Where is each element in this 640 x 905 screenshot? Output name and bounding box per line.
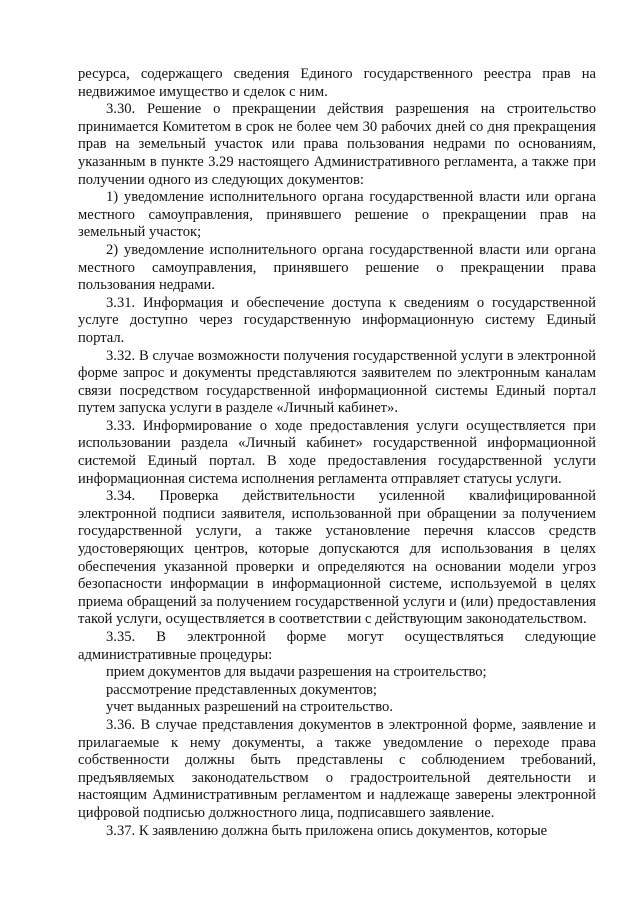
paragraph-3-37: 3.37. К заявлению должна быть приложена опись документов, которые [106,822,548,839]
paragraph-3-35: 3.35. В электронной форме могут осуществляться следующие административные процедуры: [78,629,596,663]
paragraph-3-30-item-1: 1) уведомление исполнительного органа государственной власти или органа местного самоуправления, принявшего решение о прекращении прав на земельный участок; [78,189,596,241]
paragraph-3-31: 3.31. Информация и обеспечение доступа к сведениям о государственной услуге доступно через государственную информационную систему Единый портал. [78,294,596,346]
paragraph-resource-continuation: ресурса, содержащего сведения Единого государственного реестра прав на недвижимое имущество и сделок с ним. [78,66,596,100]
document-page [78,66,596,840]
list-item-document-intake: прием документов для выдачи разрешения на строительство; [106,664,487,681]
list-item-permit-registry: учет выданных разрешений на строительство. [106,699,393,716]
paragraph-3-32: 3.32. В случае возможности получения государственной услуги в электронной форме запрос и документы представляются заявителем по электронным каналам связи посредством государственной информационной системы Единый портал путем запуска услуги в разделе «Личный кабинет». [78,347,596,417]
paragraph-3-34: 3.34. Проверка действительности усиленной квалифицированной электронной подписи заявителя, использованной при обращении за получением государственной услуги, а также установление перечня классов средств удостоверяющих центров, которые допускаются для использования в целях обеспечения указанной проверки и определяются на основании модели угроз безопасности информации в информационной системе, используемой в целях приема обращений за получением государственной услуги и (или) предоставления такой услуги, осуществляется в соответствии с действующим законодательством. [78,488,596,628]
paragraph-3-30: 3.30. Решение о прекращении действия разрешения на строительство принимается Комитетом в срок не более чем 30 рабочих дней со дня прекращения прав на земельный участок или права пользования недрами по основаниям, указанным в пункте 3.29 настоящего Административного регламента, а также при получении одного из следующих документов: [78,101,596,188]
paragraph-3-36: 3.36. В случае представления документов в электронной форме, заявление и прилагаемые к нему документы, а также уведомление о переходе права собственности должны быть представлены с соблюдением требований, предъявляемых законодательством о градостроительной деятельности и настоящим Административным регламентом и надлежаще заверены электронной цифровой подписью должностного лица, подписавшего заявление. [78,716,596,821]
list-item-document-review: рассмотрение представленных документов; [106,681,377,698]
paragraph-3-33: 3.33. Информирование о ходе предоставления услуги осуществляется при использовании раздела «Личный кабинет» государственной информационной системой Единый портал. В ходе предоставления государственной услуги информационная система исполнения регламента отправляет статусы услуги. [78,417,596,487]
paragraph-3-30-item-2: 2) уведомление исполнительного органа государственной власти или органа местного самоуправления, принявшего решение о прекращении права пользования недрами. [78,241,596,294]
